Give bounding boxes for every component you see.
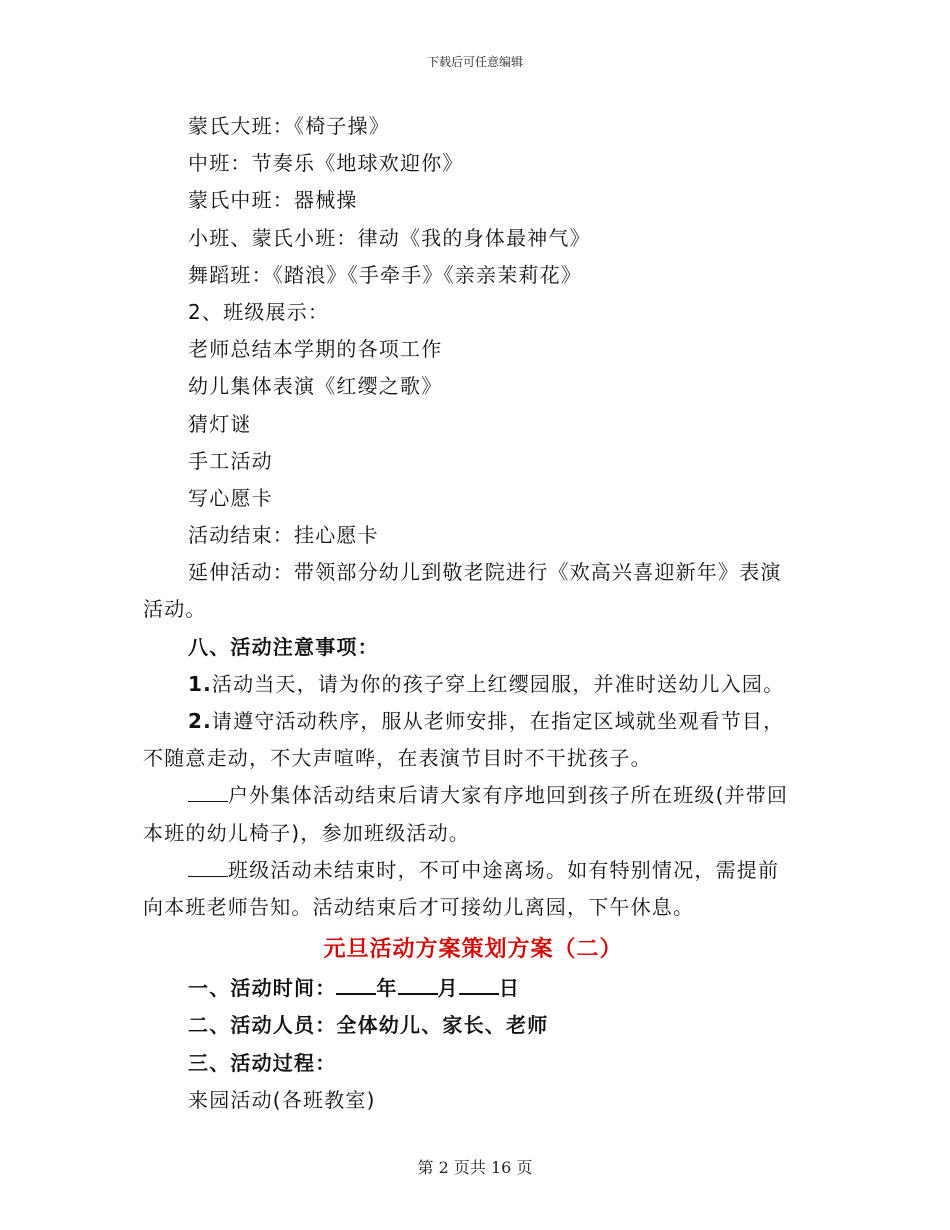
text-line: 手工活动 xyxy=(188,448,273,473)
day-blank xyxy=(459,977,499,995)
text-line xyxy=(143,777,803,814)
activity-process: 三、活动过程： xyxy=(188,1050,337,1075)
item-text: 活动当天，请为你的孩子穿上红缨园服，并准时送幼儿入园。 xyxy=(211,671,785,696)
text-line: 向本班老师告知。活动结束后才可接幼儿离园，下午休息。 xyxy=(143,894,695,919)
text-line: 舞蹈班：《踏浪》《手牵手》《亲亲茉莉花》 xyxy=(188,262,582,287)
text-line: 幼儿集体表演《红缨之歌》 xyxy=(188,374,443,399)
text-line: 小班、蒙氏小班：律动《我的身体最神气》 xyxy=(188,225,591,250)
document-body xyxy=(143,108,803,1119)
text-line: 蒙氏大班：《椅子操》 xyxy=(188,114,390,138)
item-text: 班级活动未结束时，不可中途离场。如有特别情况，需提前 xyxy=(228,857,780,882)
item-number: 2. xyxy=(188,709,212,733)
item-text: 请遵守活动秩序，服从老师安排，在指定区域就坐观看节目， xyxy=(211,709,785,733)
activity-time xyxy=(143,970,803,1007)
text-line: 写心愿卡 xyxy=(188,485,273,510)
year-label: 年 xyxy=(376,976,398,1001)
text-line: 蒙氏中班：器械操 xyxy=(188,188,358,213)
section-subheading: 2、班级展示： xyxy=(188,299,330,324)
text-line: 延伸活动：带领部分幼儿到敬老院进行《欢高兴喜迎新年》表演 xyxy=(188,560,782,585)
month-blank xyxy=(398,977,438,995)
text-line: 不随意走动，不大声喧哗，在表演节目时不干扰孩子。 xyxy=(143,746,652,771)
month-label: 月 xyxy=(437,976,459,1001)
text-line: 猜灯谜 xyxy=(188,411,252,436)
text-line: 中班：节奏乐《地球欢迎你》 xyxy=(188,151,464,176)
day-label: 日 xyxy=(498,976,521,1001)
text-line: 本班的幼儿椅子)，参加班级活动。 xyxy=(143,820,471,845)
section-title: 元旦活动方案策划方案（二） xyxy=(323,937,623,963)
text-line: 老师总结本学期的各项工作 xyxy=(188,337,443,362)
text-line: 活动。 xyxy=(143,597,207,622)
section-heading: 八、活动注意事项： xyxy=(188,634,379,659)
blank-underline xyxy=(188,860,228,877)
activity-people: 二、活动人员：全体幼儿、家长、老师 xyxy=(188,1013,549,1038)
text-line: 来园活动(各班教室) xyxy=(188,1087,376,1112)
text-line xyxy=(143,852,803,889)
item-number: 1. xyxy=(188,671,212,696)
year-blank xyxy=(336,977,376,995)
page-footer: 第 2 页共 16 页 xyxy=(417,1158,533,1177)
time-label: 一、活动时间： xyxy=(188,976,337,1001)
numbered-item xyxy=(143,666,803,703)
text-line: 活动结束：挂心愿卡 xyxy=(188,523,379,548)
item-text: 户外集体活动结束后请大家有序地回到孩子所在班级(并带回 xyxy=(228,783,789,808)
page-header: 下载后可任意编辑 xyxy=(426,55,523,69)
blank-underline xyxy=(188,785,228,802)
numbered-item xyxy=(143,703,803,740)
